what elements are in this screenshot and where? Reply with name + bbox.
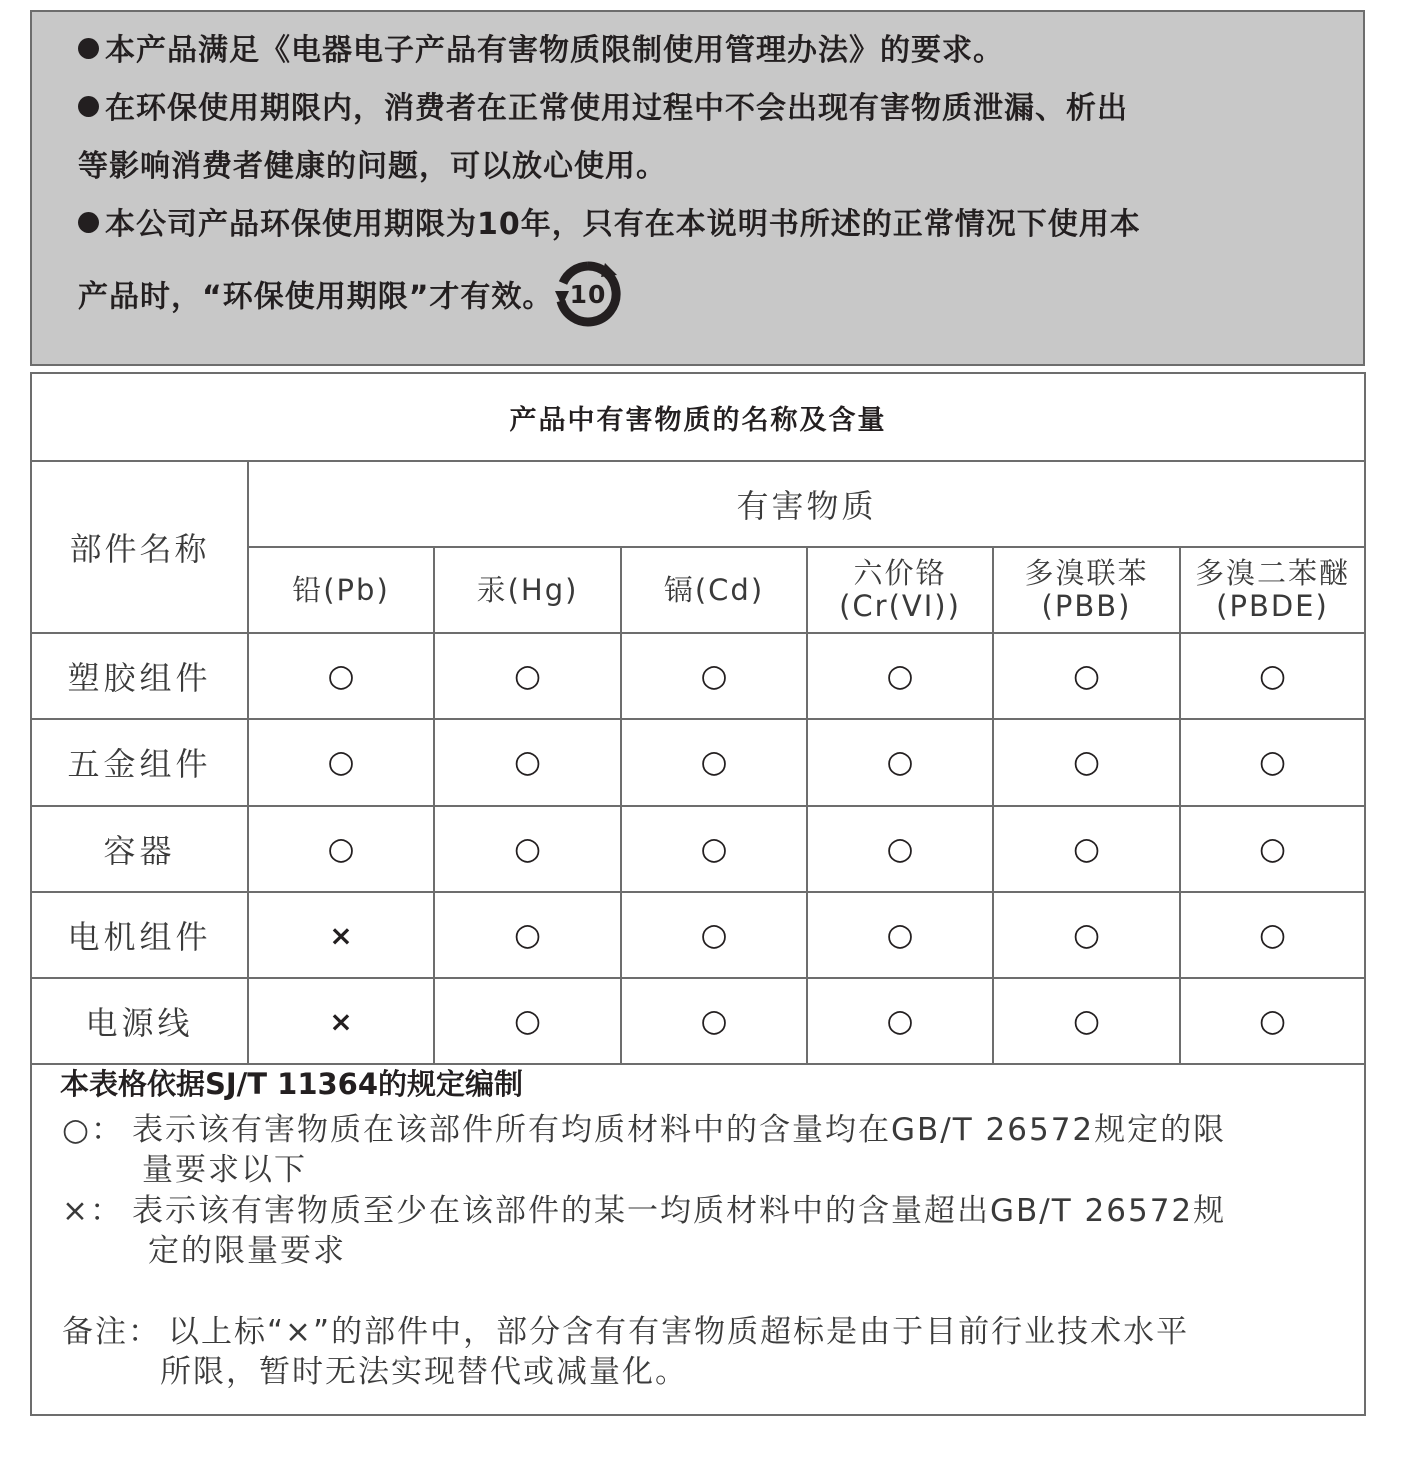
within-limit-mark: ○ [700,744,728,780]
substance-header-cd: 镉(Cd) [663,572,765,607]
within-limit-mark: ○ [1072,658,1101,694]
part-name-cell: 电源线 [85,1004,194,1042]
within-limit-mark: ○ [886,744,914,780]
circle-symbol: ○： [62,1112,125,1148]
within-limit-mark: ○ [886,1003,914,1039]
part-name-cell: 容器 [103,832,176,870]
within-limit-mark: ○ [327,831,355,867]
part-name-cell: 电机组件 [67,918,212,956]
part-name-cell: 塑胶组件 [67,659,212,697]
notice-line-period-cont: 产品时，“环保使用期限”才有效。 10 [78,265,621,331]
within-limit-mark: ○ [1072,917,1101,953]
table-caption: 产品中有害物质的名称及含量 [509,405,887,436]
environment-protection-use-period-10-icon [555,261,621,327]
remark-label: 备注： [62,1314,161,1350]
part-name-cell: 五金组件 [67,745,212,783]
within-limit-mark: ○ [1258,658,1287,694]
within-limit-mark: ○ [886,831,914,867]
bullet-icon [78,38,99,59]
within-limit-mark: ○ [1258,831,1287,867]
within-limit-mark: ○ [513,917,542,953]
bullet-icon [78,96,99,117]
within-limit-mark: ○ [886,917,914,953]
within-limit-mark: ○ [700,831,728,867]
part-name-header: 部件名称 [69,530,210,568]
table-basis-note: 本表格依据SJ/T 11364的规定编制 [60,1067,524,1101]
within-limit-mark: ○ [1072,1003,1101,1039]
notice-line-compliance: 本产品满足《电器电子产品有害物质限制使用管理办法》的要求。 [78,33,1004,69]
substance-header-pbb: 多溴联苯 (PBB) [1024,556,1149,623]
cross-symbol: ×： [62,1193,123,1229]
within-limit-mark: ○ [1258,744,1287,780]
within-limit-mark: ○ [513,658,542,694]
bullet-icon [78,212,99,233]
hazardous-substance-table: 产品中有害物质的名称及含量 部件名称 有害物质 铅(Pb) 汞(Hg) 镉(Cd) 六价铬 (Cr(VI)) 多溴联苯 (PBB) 多溴二苯醚 (PBDE) 塑胶组件 ○ ○ ○ ○ ○ ○ 五金组件 ○ ○ ○ ○ ○ ○ 容器 ○ ○ ○ ○ ○ ○ 电机组件 × ○ ○ ○ ○ ○ 电源线 × ○ ○ ○ ○ ○ 本表格依据SJ/T 11364的规定编制 ○： 表示该有害物质在该部件所有均质材料中的含量均在GB/T 26572规定的限 量要求以下 ×： 表示该有害物质至少在该部件的某一均质材料中的含量超出GB/T 26572规 定的限量要求 备注： 以上标“×”的部件中，部分含有有害物质超标是由于目前行业技术水平 所限，暂时无法实现替代或减量化。 [30,372,1366,1416]
substance-header-cr6: 六价铬 (Cr(VI)) [839,556,961,623]
svg-text:10: 10 [570,280,607,309]
within-limit-mark: ○ [1258,917,1287,953]
notice-line-safety: 在环保使用期限内，消费者在正常使用过程中不会出现有害物质泄漏、析出 [78,91,1128,127]
within-limit-mark: ○ [327,658,355,694]
substance-header-hg: 汞(Hg) [476,572,579,607]
hazardous-substance-group-header: 有害物质 [736,487,877,525]
within-limit-mark: ○ [327,744,355,780]
within-limit-mark: ○ [513,744,542,780]
within-limit-mark: ○ [513,1003,542,1039]
notice-line-period: 本公司产品环保使用期限为10年，只有在本说明书所述的正常情况下使用本 [78,207,1141,243]
substance-header-pb: 铅(Pb) [292,572,390,607]
within-limit-mark: ○ [1072,831,1101,867]
within-limit-mark: ○ [1072,744,1101,780]
exceeds-limit-mark: × [329,1004,353,1038]
within-limit-mark: ○ [886,658,914,694]
notice-line-safety-cont: 等影响消费者健康的问题，可以放心使用。 [78,149,667,184]
within-limit-mark: ○ [700,658,728,694]
within-limit-mark: ○ [513,831,542,867]
environmental-notice-box [30,10,1365,366]
within-limit-mark: ○ [1258,1003,1287,1039]
within-limit-mark: ○ [700,1003,728,1039]
within-limit-mark: ○ [700,917,728,953]
exceeds-limit-mark: × [329,918,353,952]
substance-header-pbde: 多溴二苯醚 (PBDE) [1194,556,1350,623]
